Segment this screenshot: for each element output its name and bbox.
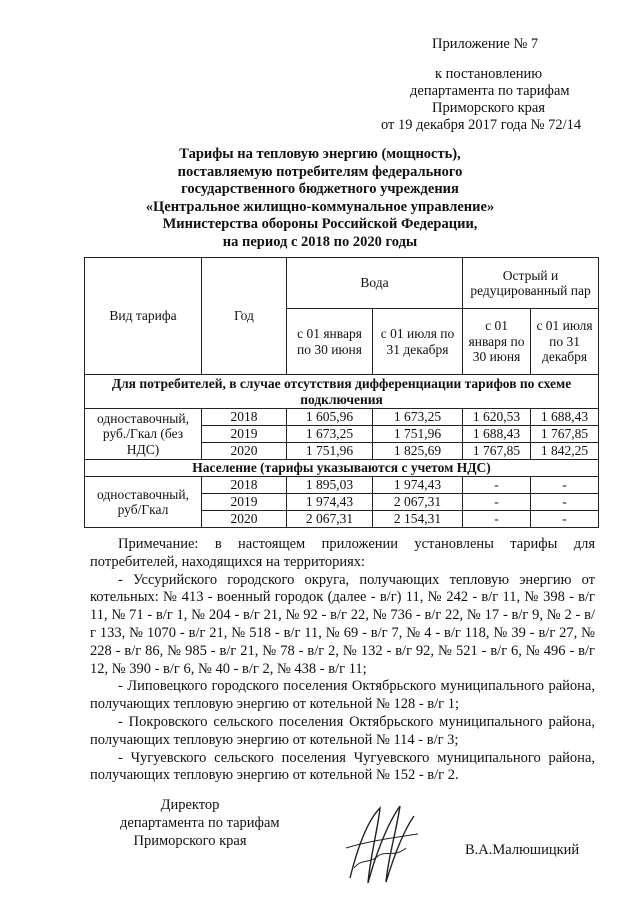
value-cell: - (531, 477, 599, 494)
header-line-4: от 19 декабря 2017 года № 72/14 (381, 117, 582, 133)
header-line-2: департамента по тарифам (410, 83, 570, 99)
title-line: на период с 2018 по 2020 годы (222, 233, 418, 250)
signatory-name: В.А.Малюшицкий (465, 842, 580, 858)
value-cell: 1 620,53 (463, 409, 531, 426)
value-cell: 1 751,96 (373, 426, 463, 443)
document-title (100, 146, 540, 252)
value-cell: 1 974,43 (287, 494, 373, 511)
value-cell: 1 895,03 (287, 477, 373, 494)
value-cell: 1 688,43 (531, 409, 599, 426)
value-cell: - (463, 511, 531, 528)
value-cell: - (531, 494, 599, 511)
signatory-title-line: Приморского края (133, 833, 247, 849)
note-intro: Примечание: в настоящем приложении установлены тарифы для потребителей, находящихся на территориях: (90, 536, 595, 570)
year-cell: 2018 (202, 409, 287, 426)
year-cell: 2020 (202, 511, 287, 528)
value-cell: - (463, 477, 531, 494)
title-line: «Центральное жилищно-коммунальное управление» (145, 198, 495, 215)
value-cell: 2 067,31 (287, 511, 373, 528)
tariff-table (84, 257, 599, 528)
value-cell: 1 825,69 (373, 443, 463, 460)
note-item: - Чугуевского сельского поселения Чугуевского муниципального района, получающих тепловую энергию от котельной № 152 - в/г 2. (90, 749, 595, 784)
value-cell: 1 605,96 (287, 409, 373, 426)
tariff-type-cell: одноставочный, руб./Гкал (без НДС) (85, 409, 202, 460)
value-cell: 1 751,96 (287, 443, 373, 460)
year-cell: 2019 (202, 426, 287, 443)
header-water: Вода (287, 258, 463, 309)
value-cell: 1 673,25 (287, 426, 373, 443)
year-cell: 2020 (202, 443, 287, 460)
header-steam-jul-dec: с 01 июля по 31 декабря (531, 309, 599, 375)
handwritten-signature (340, 798, 420, 888)
value-cell: - (531, 511, 599, 528)
value-cell: 1 974,43 (373, 477, 463, 494)
header-line-1: к постановлению (435, 66, 543, 82)
value-cell: 1 673,25 (373, 409, 463, 426)
note-block (90, 536, 595, 785)
title-line: Тарифы на тепловую энергию (мощность), (179, 146, 461, 162)
section-heading: Для потребителей, в случае отсутствия дифференциации тарифов по схеме подключения (85, 375, 599, 409)
signatory-title (120, 796, 280, 850)
value-cell: - (463, 494, 531, 511)
header-tariff-type: Вид тарифа (85, 258, 202, 375)
appendix-number: Приложение № 7 (432, 36, 539, 52)
header-water-jan-jun: с 01 января по 30 июня (287, 309, 373, 375)
note-item: - Липовецкого городского поселения Октябрьского муниципального района, получающих тепловую энергию от котельной № 128 - в/г 1; (90, 678, 595, 713)
tariff-type-cell: одноставочный, руб/Гкал (85, 477, 202, 528)
header-steam: Острый и редуцированный пар (463, 258, 599, 309)
value-cell: 1 688,43 (463, 426, 531, 443)
year-cell: 2019 (202, 494, 287, 511)
note-item: - Уссурийского городского округа, получающих тепловую энергию от котельных: № 413 - военный городок (далее - в/г) 11, № 242 - в/г 11, № 398 - в/г 11, № 71 - в/г 1, № 204 - в/г 21, № 92 - в/г 22, № 736 - в/г 22, № 17 - в/г 9, № 2 - в/г 133, № 1070 - в/г 21, № 518 - в/г 11, № 69 - в/г 7, № 4 - в/г 118, № 39 - в/г 27, № 228 - в/г 86, № 985 - в/г 21, № 78 - в/г 2, № 132 - в/г 92, № 521 - в/г 6, № 496 - в/г 12, № 390 - в/г 6, № 40 - в/г 2, № 438 - в/г 11; (90, 571, 595, 677)
header-year: Год (202, 258, 287, 375)
section-heading: Население (тарифы указываются с учетом НДС) (85, 460, 599, 477)
value-cell: 1 842,25 (531, 443, 599, 460)
note-item: - Покровского сельского поселения Октябрьского муниципального района, получающих тепловую энергию от котельной № 114 - в/г 3; (90, 713, 595, 748)
value-cell: 1 767,85 (531, 426, 599, 443)
signatory-title-line: Директор (160, 797, 220, 813)
value-cell: 2 154,31 (373, 511, 463, 528)
header-water-jul-dec: с 01 июля по 31 декабря (373, 309, 463, 375)
value-cell: 1 767,85 (463, 443, 531, 460)
title-line: государственного бюджетного учреждения (181, 181, 459, 198)
title-line: Министерства обороны Российской Федерации, (162, 216, 478, 233)
header-steam-jan-jun: с 01 января по 30 июня (463, 309, 531, 375)
value-cell: 2 067,31 (373, 494, 463, 511)
year-cell: 2018 (202, 477, 287, 494)
title-line: поставляемую потребителям федерального (177, 163, 463, 180)
header-line-3: Приморского края (432, 100, 546, 116)
signatory-title-line: департамента по тарифам (120, 815, 280, 831)
